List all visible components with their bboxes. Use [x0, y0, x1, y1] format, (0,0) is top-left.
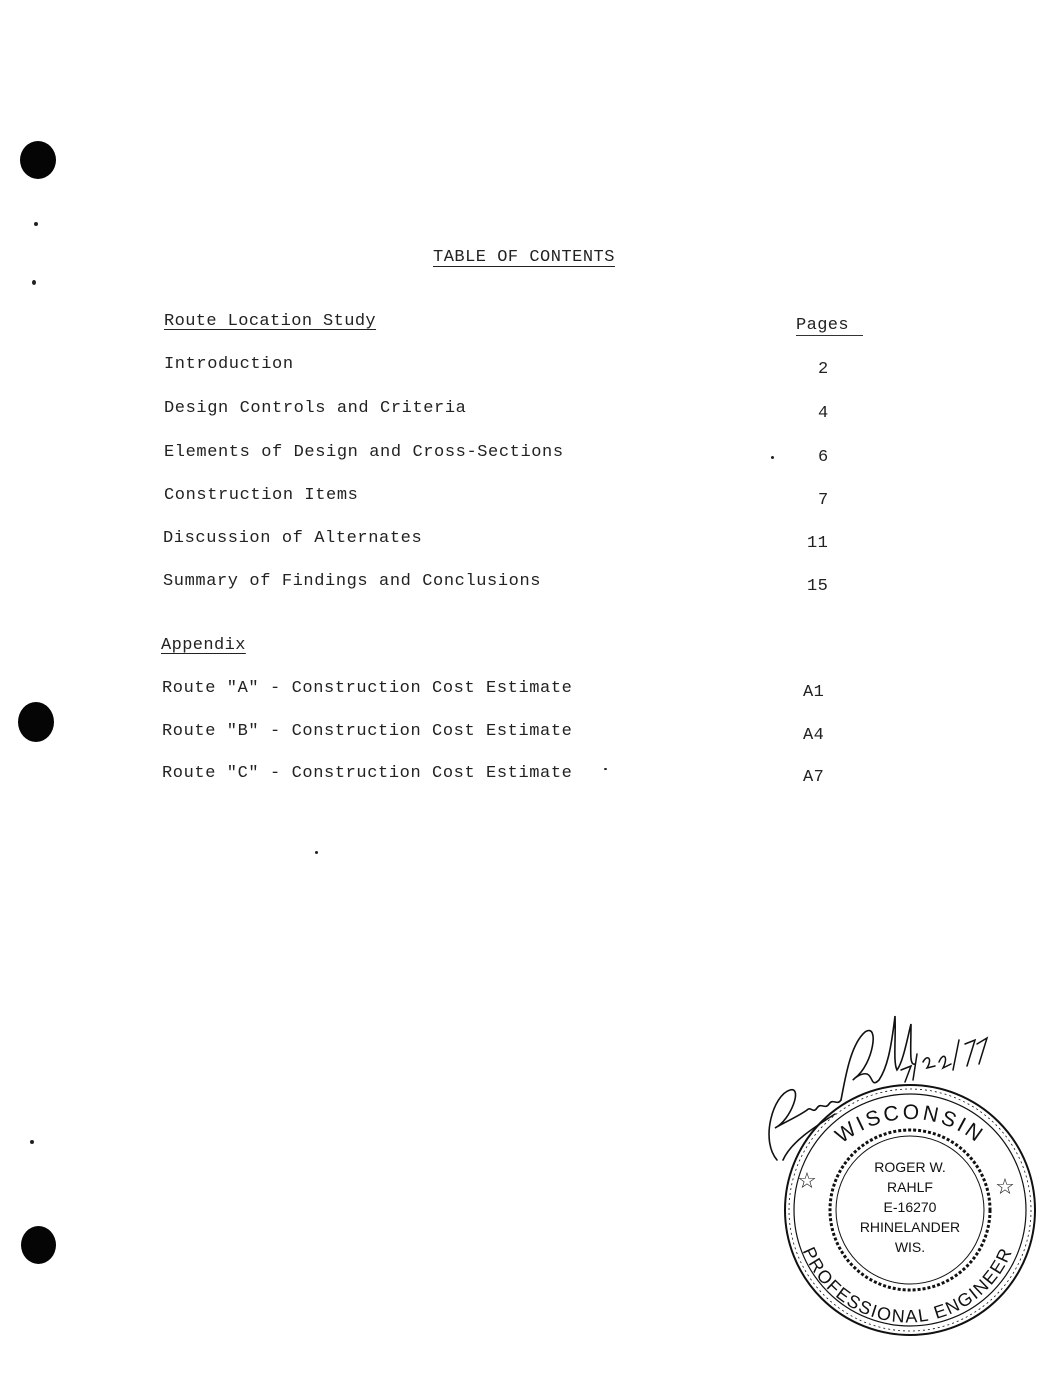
toc-entry	[0, 486, 1056, 510]
seal-city: RHINELANDER	[859, 1219, 961, 1235]
toc-entry	[0, 572, 1056, 596]
speck	[34, 222, 38, 226]
seal-star-icon: ☆	[995, 1174, 1015, 1199]
toc-entry-page: 15	[807, 577, 829, 596]
toc-entry	[0, 355, 1056, 379]
seal-bottom-text: PROFESSIONAL ENGINEER	[798, 1243, 1017, 1327]
engineer-seal	[755, 1010, 1045, 1340]
toc-entry	[0, 443, 1056, 467]
toc-entry-page: 2	[818, 360, 829, 379]
page-title: TABLE OF CONTENTS	[433, 248, 615, 267]
toc-entry-label: Route "C" - Construction Cost Estimate	[162, 764, 573, 783]
seal-name-line-2: RAHLF	[887, 1179, 933, 1195]
toc-entry-page: A7	[803, 768, 825, 787]
svg-text:PROFESSIONAL ENGINEER	[799, 1244, 1017, 1327]
speck	[32, 280, 36, 285]
toc-entry-page: A1	[803, 683, 825, 702]
toc-entry-label: Elements of Design and Cross-Sections	[164, 443, 564, 462]
speck	[315, 851, 318, 854]
toc-entry-label: Summary of Findings and Conclusions	[163, 572, 542, 591]
speck	[30, 1140, 34, 1144]
section-heading-route-location-study: Route Location Study	[164, 312, 377, 331]
toc-entry-page: 6	[818, 448, 829, 467]
toc-entry-label: Route "B" - Construction Cost Estimate	[162, 722, 573, 741]
toc-entry-label: Construction Items	[164, 486, 359, 505]
toc-entry	[0, 399, 1056, 423]
toc-entry-label: Discussion of Alternates	[163, 529, 423, 548]
seal-top-text: WISCONSIN	[831, 1100, 989, 1148]
seal-license: E-16270	[883, 1199, 937, 1215]
toc-entry-label: Introduction	[164, 355, 294, 374]
punch-hole-bottom	[21, 1226, 56, 1264]
toc-entry-page: A4	[803, 726, 825, 745]
toc-entry	[0, 722, 1056, 746]
toc-entry-label: Route "A" - Construction Cost Estimate	[162, 679, 573, 698]
section-heading-appendix: Appendix	[161, 636, 246, 655]
seal-star-icon: ☆	[797, 1168, 817, 1193]
toc-entry	[0, 679, 1056, 703]
signature-date	[901, 1038, 987, 1082]
toc-entry	[0, 764, 1056, 788]
toc-entry-page: 4	[818, 404, 829, 423]
toc-entry	[0, 529, 1056, 553]
toc-entry-page: 11	[807, 534, 829, 553]
pages-column-heading: Pages	[796, 316, 863, 336]
punch-hole-top	[20, 141, 56, 179]
seal-name-line-1: ROGER W.	[874, 1159, 946, 1175]
toc-entry-page: 7	[818, 491, 829, 510]
toc-entry-label: Design Controls and Criteria	[164, 399, 467, 418]
seal-state: WIS.	[894, 1239, 926, 1255]
